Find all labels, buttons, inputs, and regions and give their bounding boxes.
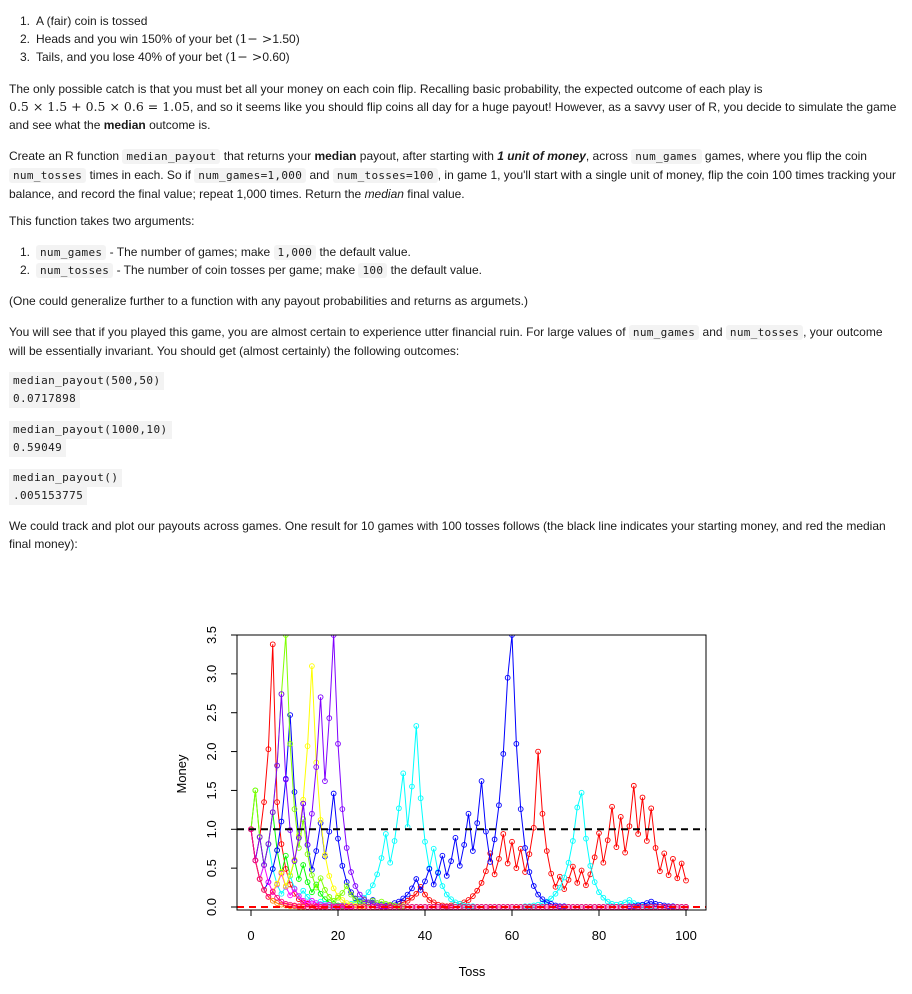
series-group — [249, 788, 689, 909]
x-axis-label: Toss — [458, 964, 486, 979]
x-tick-label: 0 — [247, 928, 255, 943]
task-text: Create an R function — [9, 149, 123, 163]
payout-chart — [0, 574, 912, 994]
rule-text: 1.50) — [272, 32, 300, 46]
arg-text: - The number of coin tosses per game; make — [113, 263, 359, 277]
task-text: games, where you flip the coin — [701, 149, 867, 163]
inline-code: 100 — [358, 263, 387, 278]
series-group — [249, 633, 689, 910]
rule-text: A (fair) coin is tossed — [36, 14, 148, 28]
series-group — [249, 827, 689, 910]
arg-number: 1. — [20, 245, 31, 259]
task-text: payout, after starting with — [356, 149, 498, 163]
inline-code: num_tosses — [9, 168, 86, 183]
x-tick-label: 20 — [330, 928, 346, 943]
example-block — [9, 421, 172, 457]
y-tick-label: 1.0 — [204, 820, 219, 839]
inline-code: median_payout — [122, 149, 220, 164]
ruin-text: , your outcome will be essentially invariant. You should get (almost certainly) the following outcomes: — [9, 325, 883, 358]
args-list — [20, 243, 482, 279]
arg-text: - The number of games; make — [106, 245, 274, 259]
catch-text: The only possible catch is that you must bet all your money on each coin flip. Recalling basic probability, the expected outcome of each play is — [9, 82, 763, 96]
inline-code: 1,000 — [274, 245, 317, 260]
arg-item — [20, 261, 482, 279]
series-group — [249, 633, 689, 910]
series-line — [251, 829, 686, 907]
x-tick-label: 100 — [675, 928, 697, 943]
catch-text: outcome is. — [145, 118, 211, 132]
task-text: , across — [585, 149, 632, 163]
args-intro: This function takes two arguments: — [9, 214, 195, 228]
x-tick-label: 60 — [504, 928, 520, 943]
inline-code: num_tosses=100 — [333, 168, 438, 183]
ruin-paragraph — [9, 323, 901, 360]
inline-code: num_games — [36, 245, 106, 260]
series-line — [251, 644, 686, 907]
series-line — [251, 829, 686, 907]
y-tick-label: 1.5 — [204, 781, 219, 800]
series-line — [251, 635, 686, 907]
arg-text: the default value. — [387, 263, 482, 277]
rule-text: Heads and you win 150% of your bet ( — [36, 32, 240, 46]
arg-item — [20, 243, 482, 261]
rule-text: 0.60) — [262, 50, 290, 64]
rule-item — [20, 12, 300, 30]
y-tick-label: 2.0 — [204, 742, 219, 761]
ruin-text: and — [699, 325, 726, 339]
example-result: 0.0717898 — [9, 390, 80, 408]
catch-bold: median — [103, 118, 146, 132]
arg-number: 2. — [20, 263, 31, 277]
rules-list — [20, 12, 300, 66]
x-tick-label: 40 — [417, 928, 433, 943]
y-tick-label: 3.0 — [204, 664, 219, 683]
inline-code: num_tosses — [726, 325, 803, 340]
series-line — [251, 829, 686, 907]
task-paragraph — [9, 147, 901, 203]
inline-code: num_games — [631, 149, 701, 164]
example-block — [9, 372, 164, 408]
catch-paragraph — [9, 80, 901, 134]
task-bold: median — [314, 149, 357, 163]
plot-frame — [237, 635, 706, 910]
ruin-text: You will see that if you played this game, you are almost certain to experience utter financial ruin. For large values of — [9, 325, 629, 339]
task-text: times in each. So if — [86, 168, 195, 182]
x-tick-label: 80 — [591, 928, 607, 943]
series-layer — [237, 633, 706, 910]
example-result: .005153775 — [9, 487, 87, 505]
example-result: 0.59049 — [9, 439, 66, 457]
series-group — [249, 633, 689, 910]
rule-item — [20, 48, 300, 66]
task-text: , in game 1, you'll start with a single unit of money, flip the coin 100 times tracking your balance, and record the final value; repeat 1,000 times. Return the — [9, 168, 897, 201]
clipped-series — [237, 633, 706, 910]
rule-math: 1− > — [229, 49, 263, 64]
rule-number: 2. — [20, 32, 31, 46]
task-text: final value. — [403, 187, 465, 201]
rule-math: 1− > — [239, 31, 273, 46]
expected-value-math: 0.5 × 1.5 + 0.5 × 0.6 = 1.05 — [9, 99, 191, 114]
y-tick-label: 0.0 — [204, 897, 219, 917]
series-group — [249, 827, 689, 910]
y-tick-label: 0.5 — [204, 859, 219, 878]
catch-text: , and so it seems like you should flip coins all day for a huge payout! However, as a savvy user of R, you decide to simulate the game and see what the — [9, 100, 897, 132]
rule-number: 3. — [20, 50, 31, 64]
y-axis-label: Money — [174, 754, 189, 794]
example-call: median_payout(500,50) — [9, 372, 164, 390]
series-line — [251, 666, 686, 907]
track-paragraph: We could track and plot our payouts across games. One result for 10 games with 100 tosses follows (the black line indicates your starting money, and red the median final money): — [9, 519, 886, 551]
example-call: median_payout(1000,10) — [9, 421, 172, 439]
example-call: median_payout() — [9, 469, 122, 487]
rule-item — [20, 30, 300, 48]
task-text: that returns your — [220, 149, 315, 163]
example-block — [9, 469, 122, 505]
generalize-note: (One could generalize further to a function with any payout probabilities and returns as argumets.) — [9, 294, 528, 308]
y-tick-label: 3.5 — [204, 625, 219, 645]
task-italic: median — [364, 187, 404, 201]
y-tick-label: 2.5 — [204, 703, 219, 722]
rule-text: Tails, and you lose 40% of your bet ( — [36, 50, 230, 64]
inline-code: num_games=1,000 — [194, 168, 306, 183]
task-bold-italic: 1 unit of money — [497, 149, 586, 163]
arg-text: the default value. — [316, 245, 411, 259]
inline-code: num_games — [629, 325, 699, 340]
inline-code: num_tosses — [36, 263, 113, 278]
series-group — [249, 827, 689, 910]
rule-number: 1. — [20, 14, 31, 28]
task-text: and — [306, 168, 333, 182]
